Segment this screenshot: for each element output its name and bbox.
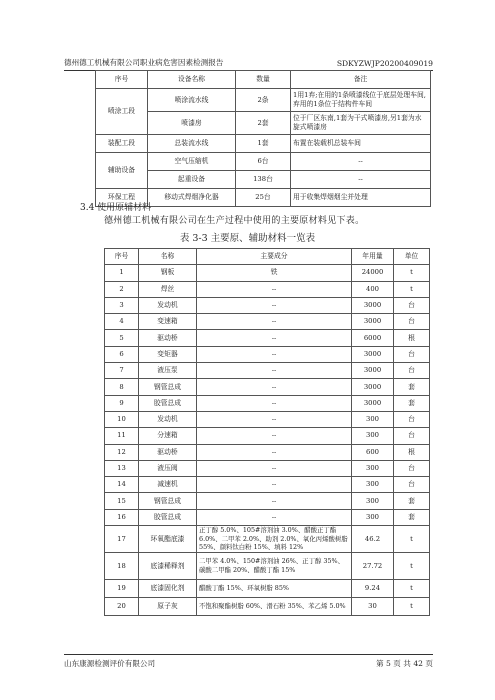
equipment-note: 1用1弃;在用的1条喷漆线位于底层处理车间,弃用的1条位于结构件车间	[291, 89, 431, 112]
material-unit: t	[394, 526, 430, 553]
table-row	[105, 265, 430, 281]
material-annual-use: 24000	[352, 265, 394, 281]
material-number: 13	[105, 460, 139, 476]
col-header-qty: 数量	[236, 71, 291, 89]
material-composition: 醋酸丁酯 15%、环氧树脂 85%	[197, 580, 352, 598]
materials-header-row	[105, 249, 430, 265]
table-row	[105, 460, 430, 476]
equipment-name: 起重设备	[148, 171, 236, 189]
table-row	[105, 297, 430, 313]
material-name: 原子灰	[139, 598, 197, 616]
table-row	[105, 379, 430, 395]
group-cell: 环保工程	[96, 189, 148, 207]
footer-company: 山东康源检测评价有限公司	[64, 659, 156, 668]
table-row	[105, 598, 430, 616]
equipment-qty: 2套	[236, 112, 291, 135]
col-header-annual-use: 年用量	[352, 249, 394, 265]
equipment-note: --	[291, 153, 431, 171]
material-number: 6	[105, 346, 139, 362]
equipment-name: 空气压缩机	[148, 153, 236, 171]
material-number: 17	[105, 526, 139, 553]
material-unit: 台	[394, 346, 430, 362]
material-composition: 铁	[197, 265, 352, 281]
material-unit: t	[394, 580, 430, 598]
material-composition: --	[197, 281, 352, 297]
material-number: 2	[105, 281, 139, 297]
material-number: 5	[105, 330, 139, 346]
table-row	[105, 509, 430, 525]
material-number: 9	[105, 395, 139, 411]
table-row	[105, 477, 430, 493]
material-annual-use: 9.24	[352, 580, 394, 598]
material-name: 钢板	[139, 265, 197, 281]
material-unit: 台	[394, 363, 430, 379]
material-number: 19	[105, 580, 139, 598]
material-annual-use: 300	[352, 509, 394, 525]
col-header-name: 名称	[139, 249, 197, 265]
table-row	[105, 330, 430, 346]
material-name: 底漆稀释剂	[139, 553, 197, 580]
materials-table	[104, 248, 430, 616]
material-composition: --	[197, 314, 352, 330]
material-composition: --	[197, 493, 352, 509]
material-unit: 套	[394, 395, 430, 411]
material-name: 环氧酯底漆	[139, 526, 197, 553]
table-row	[96, 153, 431, 171]
table-caption: 表 3-3 主要原、辅助材料一览表	[179, 233, 316, 244]
material-unit: 台	[394, 460, 430, 476]
material-annual-use: 300	[352, 428, 394, 444]
material-unit: 台	[394, 411, 430, 427]
material-annual-use: 3000	[352, 346, 394, 362]
table-row	[96, 135, 431, 153]
material-number: 1	[105, 265, 139, 281]
material-number: 7	[105, 363, 139, 379]
material-annual-use: 300	[352, 477, 394, 493]
material-composition: --	[197, 411, 352, 427]
material-annual-use: 46.2	[352, 526, 394, 553]
equipment-qty: 25台	[236, 189, 291, 207]
equipment-name: 喷涂流水线	[148, 89, 236, 112]
equipment-name: 喷漆房	[148, 112, 236, 135]
table-row	[105, 526, 430, 553]
material-composition: --	[197, 509, 352, 525]
equipment-note: 位于厂区东南,1套为干式喷漆房,另1套为水旋式喷漆房	[291, 112, 431, 135]
material-unit: 套	[394, 379, 430, 395]
material-annual-use: 27.72	[352, 553, 394, 580]
material-unit: 根	[394, 330, 430, 346]
material-annual-use: 3000	[352, 395, 394, 411]
material-name: 驱动桥	[139, 444, 197, 460]
material-unit: 台	[394, 314, 430, 330]
material-number: 4	[105, 314, 139, 330]
material-name: 分速箱	[139, 428, 197, 444]
material-number: 12	[105, 444, 139, 460]
material-number: 10	[105, 411, 139, 427]
material-unit: t	[394, 598, 430, 616]
material-name: 焊丝	[139, 281, 197, 297]
table-row	[96, 89, 431, 112]
col-header-unit: 单位	[394, 249, 430, 265]
material-name: 发动机	[139, 297, 197, 313]
group-cell: 装配工段	[96, 135, 148, 153]
material-unit: 套	[394, 509, 430, 525]
material-name: 胶管总成	[139, 509, 197, 525]
material-composition: --	[197, 460, 352, 476]
material-unit: 台	[394, 297, 430, 313]
material-number: 16	[105, 509, 139, 525]
equipment-note: --	[291, 171, 431, 189]
material-number: 8	[105, 379, 139, 395]
group-cell: 喷涂工段	[96, 89, 148, 135]
material-unit: 台	[394, 428, 430, 444]
material-name: 变矩器	[139, 346, 197, 362]
equipment-qty: 138台	[236, 171, 291, 189]
table-row	[105, 363, 430, 379]
equipment-qty: 2条	[236, 89, 291, 112]
material-number: 14	[105, 477, 139, 493]
material-composition: --	[197, 363, 352, 379]
table-row	[105, 444, 430, 460]
material-unit: t	[394, 265, 430, 281]
material-composition: --	[197, 346, 352, 362]
material-composition: --	[197, 395, 352, 411]
table-row	[105, 314, 430, 330]
material-name: 液压阀	[139, 460, 197, 476]
material-annual-use: 30	[352, 598, 394, 616]
material-annual-use: 3000	[352, 314, 394, 330]
page-footer	[64, 654, 433, 669]
equipment-header-row	[96, 71, 431, 89]
material-name: 液压泵	[139, 363, 197, 379]
material-name: 变速箱	[139, 314, 197, 330]
table-row	[105, 411, 430, 427]
page-header	[64, 56, 433, 71]
material-composition: 二甲苯 4.0%、150#溶剂油 26%、正丁醇 35%、碳酸二甲酯 20%、醋酸丁酯 15%	[197, 553, 352, 580]
page-number: 第 5 页 共 42 页	[376, 659, 433, 668]
equipment-name: 总装流水线	[148, 135, 236, 153]
material-unit: t	[394, 281, 430, 297]
table-row	[105, 493, 430, 509]
material-number: 11	[105, 428, 139, 444]
material-annual-use: 6000	[352, 330, 394, 346]
material-composition: --	[197, 428, 352, 444]
equipment-name: 移动式焊烟净化器	[148, 189, 236, 207]
material-name: 驱动桥	[139, 330, 197, 346]
table-row	[105, 346, 430, 362]
material-name: 减速机	[139, 477, 197, 493]
equipment-note: 布置在装载机总装车间	[291, 135, 431, 153]
material-annual-use: 300	[352, 411, 394, 427]
material-annual-use: 3000	[352, 379, 394, 395]
table-row	[105, 428, 430, 444]
col-header-no: 序号	[105, 249, 139, 265]
material-unit: t	[394, 553, 430, 580]
header-report-number: SDKYZWJP20200409019	[336, 59, 433, 68]
equipment-note: 用于收集焊烟烟尘并处理	[291, 189, 431, 207]
material-unit: 套	[394, 493, 430, 509]
material-composition: --	[197, 379, 352, 395]
col-header-name: 设备名称	[148, 71, 236, 89]
material-unit: 台	[394, 477, 430, 493]
equipment-qty: 1套	[236, 135, 291, 153]
material-annual-use: 3000	[352, 363, 394, 379]
material-annual-use: 300	[352, 493, 394, 509]
col-header-composition: 主要成分	[197, 249, 352, 265]
intro-paragraph: 德州德工机械有限公司在生产过程中使用的主要原材料见下表。	[104, 216, 365, 226]
material-unit: 根	[394, 444, 430, 460]
col-header-note: 备注	[291, 71, 431, 89]
material-composition: 正丁醇 5.0%、105#溶剂油 3.0%、醋酸正丁酯 6.0%、二甲苯 2.0%、助剂 2.0%、氧化丙烯酸树脂 55%、颜料钛白粉 15%、填料 12%	[197, 526, 352, 553]
material-name: 底漆固化剂	[139, 580, 197, 598]
table-row	[105, 395, 430, 411]
material-annual-use: 600	[352, 444, 394, 460]
table-row	[105, 553, 430, 580]
material-number: 15	[105, 493, 139, 509]
material-composition: --	[197, 477, 352, 493]
table-row	[105, 580, 430, 598]
material-annual-use: 400	[352, 281, 394, 297]
material-name: 发动机	[139, 411, 197, 427]
material-number: 18	[105, 553, 139, 580]
equipment-table	[95, 70, 431, 207]
material-number: 20	[105, 598, 139, 616]
header-company-title: 德州德工机械有限公司职业病危害因素检测报告	[64, 58, 224, 67]
material-annual-use: 300	[352, 460, 394, 476]
material-number: 3	[105, 297, 139, 313]
material-composition: 不饱和聚酯树脂 60%、滑石粉 35%、苯乙烯 5.0%	[197, 598, 352, 616]
table-row	[105, 281, 430, 297]
section-heading: 3.4 使用原辅材料	[80, 203, 152, 213]
materials-body	[105, 265, 430, 616]
material-name: 胶管总成	[139, 395, 197, 411]
material-composition: --	[197, 444, 352, 460]
material-name: 钢管总成	[139, 379, 197, 395]
equipment-qty: 6台	[236, 153, 291, 171]
col-header-no: 序号	[96, 71, 148, 89]
material-composition: --	[197, 297, 352, 313]
material-composition: --	[197, 330, 352, 346]
material-name: 钢管总成	[139, 493, 197, 509]
material-annual-use: 3000	[352, 297, 394, 313]
group-cell: 辅助设备	[96, 153, 148, 189]
